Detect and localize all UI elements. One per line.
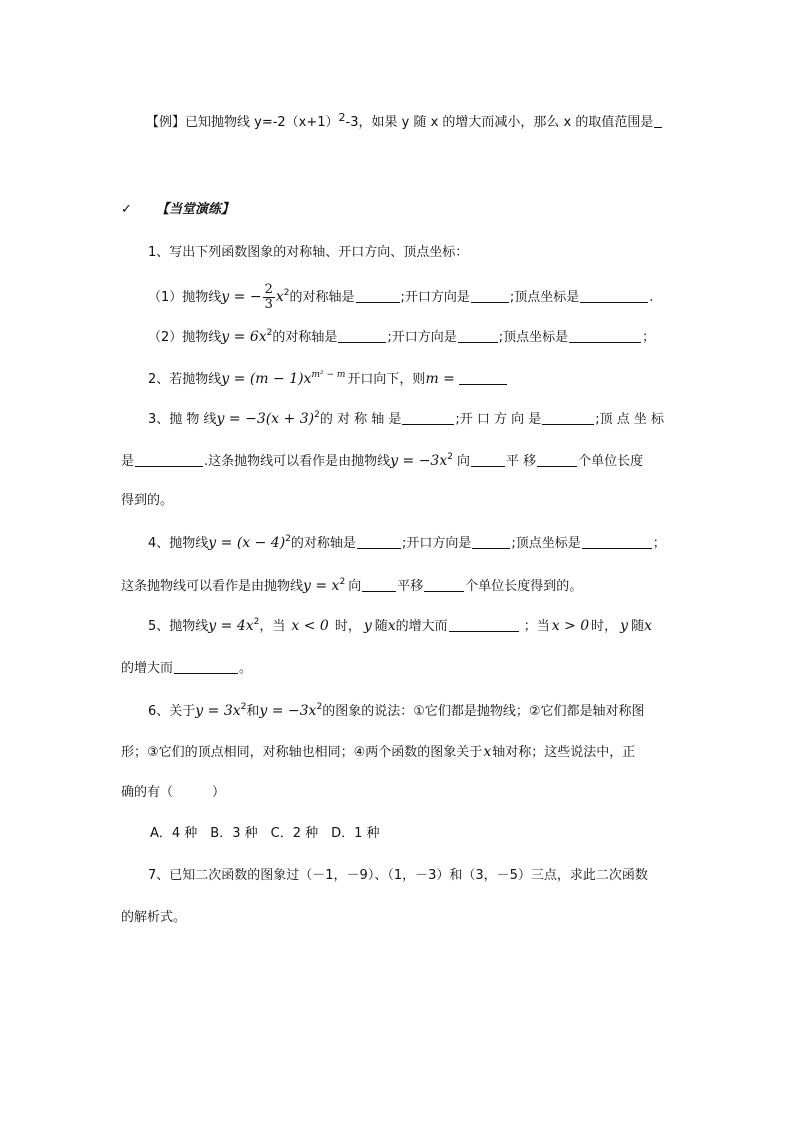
q6-line3 (121, 783, 225, 803)
q5-t7: 随 (631, 619, 645, 634)
q3-expr: y = −3(x + 3) (216, 411, 315, 427)
q2-var: m = (425, 371, 455, 387)
q6-l2-x: x (483, 744, 492, 760)
q6-line1 (148, 701, 645, 722)
q4-units-blank[interactable] (424, 577, 464, 592)
q5-t1: ，当 (259, 619, 286, 634)
q5-t4: 的增大而 (395, 619, 448, 634)
example-text-end: -3，如果 y 随 x 的增大而减小，那么 x 的取值范围是 (345, 115, 654, 130)
q1-part2 (148, 327, 655, 348)
q3-vertex-label: ;顶 点 坐 标 (595, 412, 665, 427)
q3-prefix: 3、抛 物 线 (148, 412, 217, 427)
q5-x2: x (644, 618, 652, 634)
q2-answer-blank[interactable] (459, 370, 507, 385)
q4-direction-blank[interactable] (362, 577, 396, 592)
q1-p1-fraction (263, 283, 275, 312)
q5-cond2: x > 0 (551, 618, 590, 634)
q5-l2-a: 的增大而 (121, 661, 174, 676)
q1-stem (148, 243, 468, 263)
q6-line2 (121, 742, 635, 763)
q4-vertex-blank[interactable] (582, 534, 652, 549)
q5-t2: 时， (334, 619, 361, 634)
q4-l2-d: 个单位长度得到的。 (465, 579, 583, 594)
q4-prefix: 4、抛物线 (148, 536, 209, 551)
example-exponent: 2 (338, 111, 346, 124)
q1-p1-denominator: 3 (264, 297, 273, 312)
q4-l2-expr: y = x (303, 578, 340, 594)
q4-line1 (148, 533, 666, 554)
q6-l3: 确的有（ ） (121, 785, 226, 800)
q4-open-label: ;开口方向是 (401, 536, 472, 551)
q6-prefix: 6、关于 (148, 704, 196, 719)
q4-vertex-label: ;顶点坐标是 (511, 536, 581, 551)
q1-p1-lhs: y = − (221, 289, 262, 305)
q1-p2-prefix: （2）抛物线 (148, 330, 222, 345)
q1-p1-end: . (649, 290, 654, 305)
q5-line1 (148, 616, 652, 637)
q2-line (148, 369, 508, 390)
q1-stem-text: 1、写出下列函数图象的对称轴、开口方向、顶点坐标： (148, 245, 469, 260)
q1-p1-open-label: ;开口方向是 (400, 290, 470, 305)
q6-exp1: 2 (240, 702, 247, 712)
q1-p1-axis-blank[interactable] (356, 288, 400, 303)
q5-blank2[interactable] (174, 659, 238, 674)
q1-p1-vertex-blank[interactable] (580, 288, 648, 303)
q3-l2-a: 是 (121, 454, 135, 469)
q1-p2-exp: 2 (266, 328, 273, 338)
q5-expr: y = 4x (208, 618, 254, 634)
q1-p2-axis-label: 的对称轴是 (272, 330, 338, 345)
q5-exp: 2 (253, 617, 260, 627)
q3-l2-d: 平 移 (505, 454, 537, 469)
q1-p2-axis-blank[interactable] (338, 328, 386, 343)
q1-p2-open-label: ;开口方向是 (387, 330, 457, 345)
q6-and: 和 (246, 704, 260, 719)
q2-prefix: 2、若抛物线 (148, 372, 222, 387)
q3-units-blank[interactable] (537, 452, 577, 467)
q5-y2: y (620, 618, 629, 634)
q6-options-text: A．4 种 B．3 种 C．2 种 D．1 种 (150, 826, 380, 841)
q7-line1 (148, 866, 648, 886)
q1-p1-var: x (275, 289, 284, 305)
q5-prefix: 5、抛物线 (148, 619, 209, 634)
q1-p1-prefix: （1）抛物线 (148, 290, 222, 305)
q6-l2-a: 形；③它们的顶点相同，对称轴也相同；④两个函数的图象关于 (121, 745, 483, 760)
q1-p2-open-blank[interactable] (458, 328, 498, 343)
q6-t1: 的图象的说法：①它们都是抛物线；②它们都是轴对称图 (322, 704, 645, 719)
q3-l2-e: 个单位长度 (578, 454, 644, 469)
q1-p2-vertex-blank[interactable] (569, 328, 641, 343)
q7-l2: 的解析式。 (121, 910, 187, 925)
section-heading (121, 200, 234, 220)
q4-l2-exp: 2 (339, 577, 346, 587)
q2-expr: y = (m − 1)x (221, 371, 312, 387)
q6-expr2: y = −3x (259, 703, 317, 719)
q1-p2-end: ； (642, 330, 656, 345)
q5-t3: 随 (374, 619, 388, 634)
q3-l3: 得到的。 (121, 493, 174, 508)
q5-t5: ；当 (523, 619, 550, 634)
q3-l2-exp: 2 (447, 452, 453, 462)
section-title: 【当堂演练】 (156, 202, 235, 217)
q7-line2 (121, 908, 186, 928)
q1-p1-axis-label: 的对称轴是 (289, 290, 355, 305)
q1-p1-exp: 2 (283, 288, 290, 298)
q1-p2-vertex-label: ;顶点坐标是 (498, 330, 569, 345)
q5-cond1: x < 0 (291, 618, 329, 634)
q3-axis-blank[interactable] (402, 410, 454, 425)
q4-axis-label: 的对称轴是 (290, 536, 356, 551)
q3-l2-c: 向 (456, 454, 470, 469)
check-icon: ✓ (121, 202, 132, 217)
q1-p1-numerator: 2 (264, 282, 273, 297)
q3-direction-blank[interactable] (471, 452, 505, 467)
q3-line2 (121, 451, 643, 472)
q5-t6: 时， (591, 619, 618, 634)
q3-line3 (121, 491, 173, 511)
q4-open-blank[interactable] (472, 534, 510, 549)
q6-l2-b: 轴对称；这些说法中，正 (492, 745, 636, 760)
q4-axis-blank[interactable] (357, 534, 401, 549)
example-answer-blank[interactable] (654, 113, 662, 128)
q3-axis-label: 的 对 称 轴 是 (319, 412, 402, 427)
q7-l1: 7、已知二次函数的图象过（－1，－9）、（1，－3）和（3，－5）三点，求此二次函数 (148, 868, 648, 883)
q3-l2-expr: y = −3x (390, 453, 448, 469)
q2-mid: 开口向下，则 (347, 372, 426, 387)
q3-open-blank[interactable] (542, 410, 594, 425)
q3-l2-b: .这条抛物线可以看作是由抛物线 (204, 454, 391, 469)
q6-options (150, 824, 380, 844)
q4-end: ； (652, 536, 666, 551)
q6-exp2: 2 (316, 702, 323, 712)
q1-p2-expr: y = 6x (221, 329, 267, 345)
q3-exp: 2 (314, 410, 320, 420)
q4-expr: y = (x − 4) (208, 535, 286, 551)
example-text: 【例】已知抛物线 y=-2（x+1） (146, 115, 339, 130)
q5-blank1[interactable] (449, 617, 519, 632)
example-line (146, 108, 663, 133)
q4-l2-a: 这条抛物线可以看作是由抛物线 (121, 579, 304, 594)
q6-expr1: y = 3x (195, 703, 241, 719)
q2-exp: m² − m (311, 370, 346, 380)
q1-part1 (148, 283, 653, 312)
q3-line1 (148, 409, 664, 430)
q4-l2-c: 平移 (397, 579, 424, 594)
q1-p1-vertex-label: ;顶点坐标是 (509, 290, 580, 305)
q5-l2-end: 。 (239, 661, 253, 676)
q3-open-label: ;开 口 方 向 是 (455, 412, 542, 427)
q4-l2-b: 向 (348, 579, 362, 594)
q4-exp: 2 (285, 534, 291, 544)
q5-line2 (121, 659, 252, 679)
q1-p1-open-blank[interactable] (471, 288, 509, 303)
q4-line2 (121, 576, 582, 597)
q5-x1: x (387, 618, 396, 634)
q3-vertex-blank[interactable] (135, 452, 203, 467)
q5-y1: y (363, 618, 372, 634)
